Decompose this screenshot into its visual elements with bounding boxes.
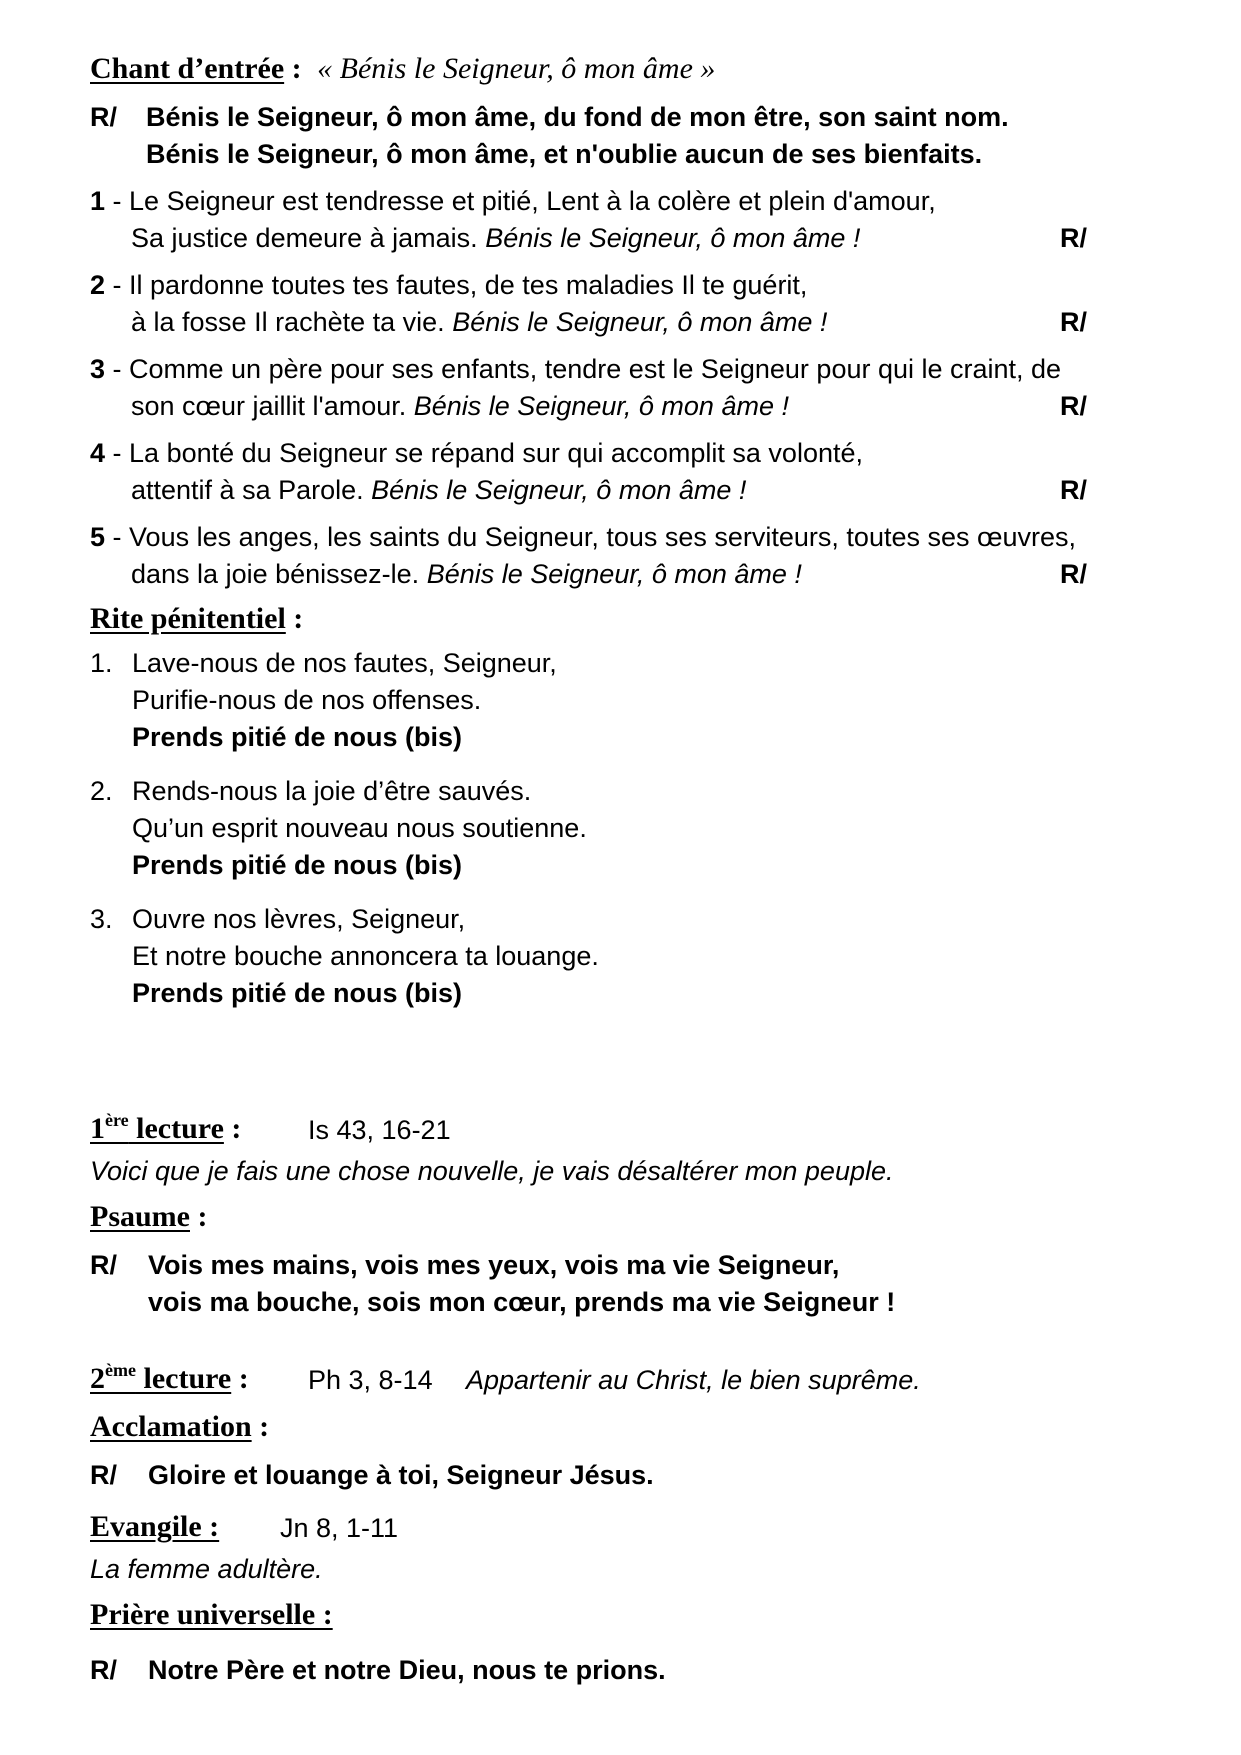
- verse-number: 2: [90, 270, 106, 300]
- prayer-title: Prière universelle :: [90, 1598, 333, 1631]
- verse-number: 5: [90, 522, 106, 552]
- verse-number: 3: [90, 354, 106, 384]
- verse-line-1: Vous les anges, les saints du Seigneur, tous ses serviteurs, toutes ses œuvres,: [129, 522, 1077, 552]
- verse-1: [90, 186, 1181, 262]
- prayer-text: Notre Père et notre Dieu, nous te prions.: [148, 1655, 666, 1685]
- verse-line-1: Comme un père pour ses enfants, tendre est le Seigneur pour qui le craint, de: [129, 354, 1062, 384]
- reading2-title: lecture: [135, 1362, 232, 1395]
- gospel-reference: Jn 8, 1-11: [280, 1513, 399, 1543]
- psalm-title: Psaume: [90, 1200, 190, 1233]
- reading2-superscript: ème: [105, 1360, 136, 1380]
- psalm-refrain: [90, 1250, 1181, 1326]
- reading1-heading-row: [90, 1112, 1181, 1156]
- refrain-line-1: Bénis le Seigneur, ô mon âme, du fond de mon être, son saint nom.: [146, 102, 1009, 132]
- psalm-heading: [90, 1200, 1181, 1234]
- item-line-1: Lave-nous de nos fautes, Seigneur,: [132, 648, 557, 678]
- verse-line-2: Sa justice demeure à jamais.: [131, 223, 478, 253]
- entrance-refrain: [90, 102, 1181, 178]
- verse-dash: -: [105, 438, 130, 468]
- psalm-mark: R/: [90, 1250, 117, 1280]
- penitential-item-1: [90, 648, 1181, 764]
- reading2-heading: [90, 1362, 249, 1396]
- psalm-line-2: vois ma bouche, sois mon cœur, prends ma vie Seigneur !: [148, 1287, 896, 1317]
- refrain-mark: R/: [90, 102, 117, 132]
- verse-refrain-mark: R/: [1060, 391, 1087, 421]
- verse-2: [90, 270, 1181, 346]
- penitential-item-3: [90, 904, 1181, 1020]
- item-line-2: Purifie-nous de nos offenses.: [132, 685, 482, 715]
- item-line-1: Rends-nous la joie d’être sauvés.: [132, 776, 532, 806]
- verse-refrain-italic: Bénis le Seigneur, ô mon âme !: [452, 307, 828, 337]
- acclamation-heading: [90, 1410, 1181, 1444]
- gospel-heading-row: [90, 1510, 1181, 1554]
- reading1-summary: Voici que je fais une chose nouvelle, je vais désaltérer mon peuple.: [90, 1156, 894, 1186]
- verse-dash: -: [105, 354, 130, 384]
- gospel-summary: La femme adultère.: [90, 1554, 323, 1584]
- item-response: Prends pitié de nous (bis): [132, 850, 463, 880]
- verse-dash: -: [105, 270, 130, 300]
- reading1-heading: [90, 1112, 241, 1146]
- acclamation-title: Acclamation: [90, 1410, 252, 1443]
- item-line-1: Ouvre nos lèvres, Seigneur,: [132, 904, 466, 934]
- verse-refrain-mark: R/: [1060, 559, 1087, 589]
- item-line-2: Et notre bouche annoncera ta louange.: [132, 941, 599, 971]
- item-number: 2.: [90, 776, 113, 806]
- acclamation-mark: R/: [90, 1460, 117, 1490]
- gospel-title: Evangile :: [90, 1510, 220, 1543]
- entrance-heading: [90, 52, 1181, 86]
- verse-refrain-italic: Bénis le Seigneur, ô mon âme !: [413, 391, 789, 421]
- verse-line-2: à la fosse Il rachète ta vie.: [131, 307, 445, 337]
- item-response: Prends pitié de nous (bis): [132, 722, 463, 752]
- reading1-superscript: ère: [105, 1110, 129, 1130]
- reading2-reference: Ph 3, 8-14: [308, 1365, 433, 1395]
- verse-refrain-italic: Bénis le Seigneur, ô mon âme !: [371, 475, 747, 505]
- penitential-item-2: [90, 776, 1181, 892]
- verse-line-1: La bonté du Seigneur se répand sur qui accomplit sa volonté,: [129, 438, 864, 468]
- verse-refrain-mark: R/: [1060, 307, 1087, 337]
- reading1-colon: :: [223, 1112, 242, 1145]
- reading2-number: 2: [90, 1362, 105, 1395]
- entrance-title: Chant d’entrée: [90, 52, 285, 85]
- refrain-line-2: Bénis le Seigneur, ô mon âme, et n'oublie aucun de ses bienfaits.: [146, 139, 983, 169]
- gospel-heading: [90, 1510, 219, 1544]
- reading1-title: lecture: [128, 1112, 224, 1145]
- reading1-reference: Is 43, 16-21: [308, 1115, 451, 1145]
- verse-number: 1: [90, 186, 106, 216]
- verse-line-2: attentif à sa Parole.: [131, 475, 364, 505]
- verse-line-2: son cœur jaillit l'amour.: [131, 391, 407, 421]
- reading2-summary: Appartenir au Christ, le bien suprême.: [466, 1365, 921, 1395]
- prayer-heading: [90, 1598, 1181, 1632]
- verse-3: [90, 354, 1181, 430]
- verse-refrain-mark: R/: [1060, 223, 1087, 253]
- psalm-line-1: Vois mes mains, vois mes yeux, vois ma vie Seigneur,: [148, 1250, 840, 1280]
- prayer-refrain: [90, 1655, 1181, 1693]
- reading2-heading-row: [90, 1362, 1181, 1406]
- verse-refrain-italic: Bénis le Seigneur, ô mon âme !: [426, 559, 802, 589]
- reading2-colon: :: [231, 1362, 249, 1395]
- item-line-2: Qu’un esprit nouveau nous soutienne.: [132, 813, 587, 843]
- verse-dash: -: [105, 186, 130, 216]
- psalm-colon: :: [190, 1200, 208, 1233]
- verse-line-1: Le Seigneur est tendresse et pitié, Lent à la colère et plein d'amour,: [129, 186, 936, 216]
- verse-4: [90, 438, 1181, 514]
- verse-dash: -: [105, 522, 130, 552]
- verse-line-1: Il pardonne toutes tes fautes, de tes maladies Il te guérit,: [129, 270, 808, 300]
- penitential-heading: [90, 602, 1181, 636]
- entrance-colon: :: [284, 52, 302, 85]
- acclamation-refrain: [90, 1460, 1181, 1498]
- verse-5: [90, 522, 1181, 598]
- verse-line-2: dans la joie bénissez-le.: [131, 559, 420, 589]
- acclamation-text: Gloire et louange à toi, Seigneur Jésus.: [148, 1460, 654, 1490]
- item-number: 1.: [90, 648, 113, 678]
- item-response: Prends pitié de nous (bis): [132, 978, 463, 1008]
- verse-refrain-italic: Bénis le Seigneur, ô mon âme !: [485, 223, 861, 253]
- verse-refrain-mark: R/: [1060, 475, 1087, 505]
- prayer-mark: R/: [90, 1655, 117, 1685]
- penitential-colon: :: [285, 602, 304, 635]
- reading1-number: 1: [90, 1112, 105, 1145]
- entrance-subtitle: « Bénis le Seigneur, ô mon âme »: [317, 52, 716, 85]
- item-number: 3.: [90, 904, 113, 934]
- verse-number: 4: [90, 438, 106, 468]
- penitential-title: Rite pénitentiel: [90, 602, 286, 635]
- acclamation-colon: :: [251, 1410, 270, 1443]
